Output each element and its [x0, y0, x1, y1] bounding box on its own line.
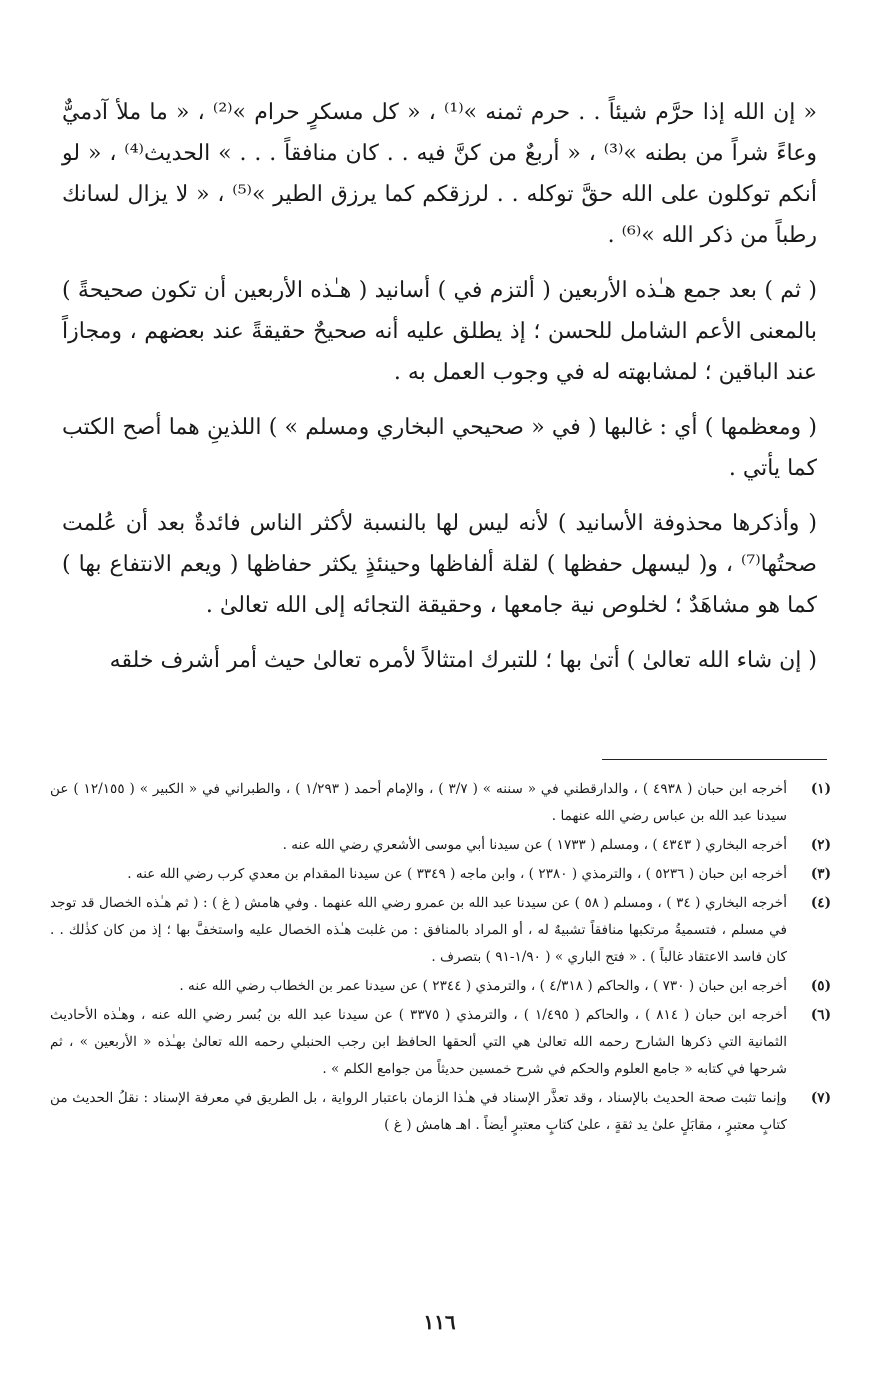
footnote — [50, 890, 831, 971]
footnote-number: (٢) — [810, 837, 831, 853]
footnote-text: أخرجه البخاري ( ٤٣٤٣ ) ، ومسلم ( ١٧٣٣ ) عن سيدنا أبي موسى الأشعري رضي الله عنه . — [282, 837, 787, 853]
footnote-text: أخرجه ابن حبان ( ٤٩٣٨ ) ، والدارقطني في « سننه » ( ٣/٧ ) ، والإمام أحمد ( ١/٢٩٣ ) ، والطبراني في « الكبير » ( ١٢/١٥٥ ) عن سيدنا عبد الله بن عباس رضي الله عنهما . — [50, 781, 787, 824]
footnote-number: (٦) — [810, 1007, 831, 1023]
paragraph-in-sha-allah: ( إن شاء الله تعالىٰ ) أتىٰ بها ؛ للتبرك امتثالاً لأمره تعالىٰ حيث أمر أشرف خلقه — [109, 648, 817, 673]
footnote — [50, 973, 831, 1000]
footnote-number: (٤) — [810, 895, 831, 911]
paragraph-sahih-condition: ( ثم ) بعد جمع هـٰذه الأربعين ( ألتزم في ) أسانيد ( هـٰذه الأربعين أن تكون صحيحةً ) بالمعنى الأعم الشامل للحسن ؛ إذ يطلق عليه أنه صحيحٌ حقيقةً عند بعضهم ، ومجازاً عند الباقين ؛ لمشابهته له في وجوب العمل به . — [62, 278, 818, 385]
paragraph-without-isnad: ( وأذكرها محذوفة الأسانيد ) لأنه ليس لها بالنسبة لأكثر الناس فائدةٌ بعد أن عُلمت صحتُها⁽⁷⁾ ، و( ليسهل حفظها ) لقلة ألفاظها وحينئذٍ يكثر حفاظها ( ويعم الانتفاع بها ) كما هو مشاهَدٌ ؛ لخلوص نية جامعها ، وحقيقة التجائه إلى الله تعالىٰ . — [62, 511, 817, 618]
paragraph-hadith-list: « إن الله إذا حرَّم شيئاً . . حرم ثمنه »⁽¹⁾ ، « كل مسكرٍ حرام »⁽²⁾ ، « ما ملأ آدميٌّ وعاءً شراً من بطنه »⁽³⁾ ، « أربعٌ من كنَّ فيه . . كان منافقاً . . . » الحديث⁽⁴⁾ ، « لو أنكم توكلون على الله حقَّ توكله . . لرزقكم كما يرزق الطير »⁽⁵⁾ ، « لا يزال لسانك رطباً من ذكر الله »⁽⁶⁾ . — [62, 100, 818, 248]
footnote-number: (٧) — [810, 1090, 831, 1106]
footnote — [50, 861, 831, 888]
footnote-text: أخرجه البخاري ( ٣٤ ) ، ومسلم ( ٥٨ ) عن سيدنا عبد الله بن عمرو رضي الله عنهما . وفي هامش ( غ ) : ( ثم هـٰذه الخصال قد توجد في مسلم ، فتسميةُ مرتكبها منافقاً تشبيهٌ له ، أو المراد بالمنافق : من غلبت هـٰذه الخصال عليه واستخفَّ بها ؛ إذ من كان كذٰلك . . كان فاسد الاعتقاد غالباً ) . « فتح الباري » ( ١/٩٠-٩١ ) بتصرف . — [50, 895, 787, 965]
footnote-text: أخرجه ابن حبان ( ٨١٤ ) ، والحاكم ( ١/٤٩٥ ) ، والترمذي ( ٣٣٧٥ ) عن سيدنا عبد الله بن بُسر رضي الله عنه ، وهـٰذه الأحاديث الثمانية التي ذكرها الشارح رحمه الله تعالىٰ هي التي ألحقها الحافظ ابن رجب الحنبلي رحمه الله تعالىٰ بهـٰذه « الأربعين » ، ثم شرحها في كتابه « جامع العلوم والحكم في شرح خمسين حديثاً من جوامع الكلم » . — [50, 1007, 787, 1077]
main-text — [62, 92, 817, 695]
footnote — [50, 776, 831, 830]
footnote-number: (٣) — [810, 866, 831, 882]
footnote-number: (١) — [810, 781, 831, 797]
footnote — [50, 1002, 831, 1083]
footnote-text: وإنما تثبت صحة الحديث بالإسناد ، وقد تعذَّر الإسناد في هـٰذا الزمان باعتبار الرواية ، بل الطريق في معرفة الإسناد : نقلُ الحديث من كتابٍ معتبرٍ ، مقابَلٍ علىٰ يد ثقةٍ ، علىٰ كتابٍ معتبرٍ أيضاً . اهـ هامش ( غ ) — [50, 1090, 787, 1133]
page-number: ١١٦ — [423, 1310, 456, 1334]
footnote-separator — [602, 759, 827, 760]
paragraph-bukhari-muslim: ( ومعظمها ) أي : غالبها ( في « صحيحي البخاري ومسلم » ) اللذينِ هما أصح الكتب كما يأتي . — [62, 415, 817, 481]
footnote-text: أخرجه ابن حبان ( ٥٢٣٦ ) ، والترمذي ( ٢٣٨٠ ) ، وابن ماجه ( ٣٣٤٩ ) عن سيدنا المقدام بن معدي كرب رضي الله عنه . — [127, 866, 787, 882]
footnote-number: (٥) — [810, 978, 831, 994]
footnote — [50, 832, 831, 859]
footnotes — [50, 776, 831, 1141]
footnote-text: أخرجه ابن حبان ( ٧٣٠ ) ، والحاكم ( ٤/٣١٨ ) ، والترمذي ( ٢٣٤٤ ) عن سيدنا عمر بن الخطاب رضي الله عنه . — [179, 978, 787, 994]
footnote — [50, 1085, 831, 1139]
